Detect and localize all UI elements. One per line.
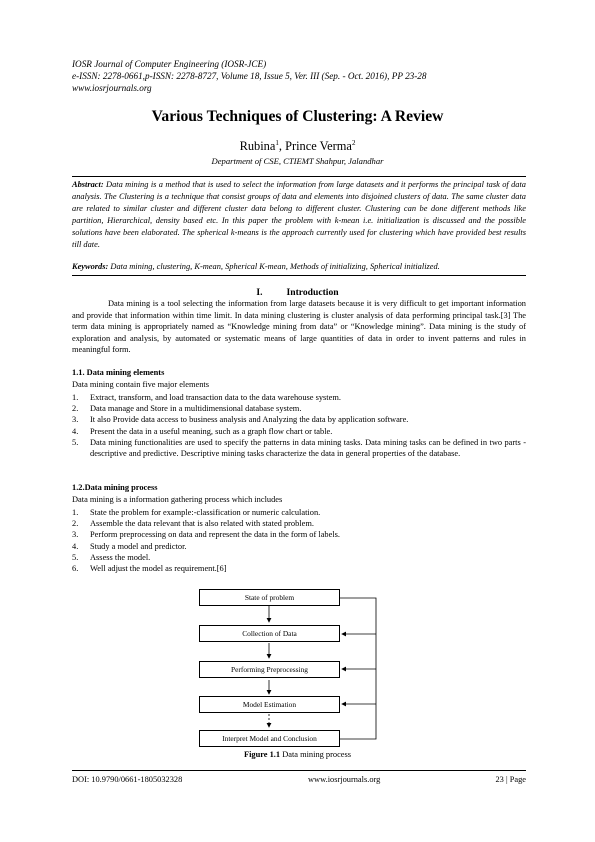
list-item-text: Present the data in a useful meaning, such as a graph flow chart or table. bbox=[90, 426, 333, 436]
list-item bbox=[72, 529, 526, 540]
flow-step-box: Model Estimation bbox=[199, 696, 340, 713]
flow-step-box: Interpret Model and Conclusion bbox=[199, 730, 340, 747]
journal-name: IOSR Journal of Computer Engineering (IOSR-JCE) bbox=[72, 59, 267, 69]
paper-title: Various Techniques of Clustering: A Review bbox=[151, 108, 444, 125]
subsection-lead: Data mining is a information gathering process which includes bbox=[72, 495, 283, 504]
abstract-top-rule bbox=[72, 176, 526, 177]
list-item-text: It also Provide data access to business analysis and Analyzing the data by application software. bbox=[90, 415, 409, 425]
list-item-number: 4. bbox=[72, 541, 79, 551]
figure-caption bbox=[0, 750, 595, 759]
flow-step-box: State of problem bbox=[199, 589, 340, 606]
process-list bbox=[72, 507, 526, 574]
intro-paragraph: Data mining is a tool selecting the information from large datasets because it is very difficult to get important information and provide that information within time limit. In data mining clustering is cluster analysis of data performing principal task.[3] The term data mining is appropriately named as “Knowledge mining from data” or “Knowledge mining”. Data mining is the study of exploration and analysis, by automated or systematic means of large quantities of data in order to invent patterns and rules in meaningful form. bbox=[72, 299, 526, 355]
subsection-lead: Data mining contain five major elements bbox=[72, 380, 209, 389]
list-item-number: 1. bbox=[72, 393, 79, 402]
list-item-text: State the problem for example:-classification or numeric calculation. bbox=[90, 508, 321, 517]
author-name: Prince Verma bbox=[285, 139, 352, 154]
list-item bbox=[72, 563, 526, 574]
author-superscript: 2 bbox=[351, 139, 356, 147]
list-item-number: 3. bbox=[72, 415, 79, 425]
list-item bbox=[72, 507, 526, 518]
subsection-heading: 1.2.Data mining process bbox=[72, 483, 158, 492]
list-item bbox=[72, 392, 526, 403]
list-item-text: Study a model and predictor. bbox=[90, 541, 187, 551]
list-item bbox=[72, 437, 526, 459]
author-name: Rubina bbox=[239, 139, 276, 154]
list-item-number: 4. bbox=[72, 426, 79, 436]
footer-website: www.iosrjournals.org bbox=[308, 775, 381, 784]
elements-list bbox=[72, 392, 526, 459]
abstract-bottom-rule bbox=[72, 275, 526, 276]
subsection-heading: 1.1. Data mining elements bbox=[72, 368, 165, 377]
author-superscript: 1 bbox=[275, 139, 279, 147]
keywords-text: Data mining, clustering, K-mean, Spherical K-mean, Methods of initializing, Spherical initialized. bbox=[110, 262, 440, 271]
flow-step-box: Performing Preprocessing bbox=[199, 661, 340, 678]
list-item-text: Assess the model. bbox=[90, 552, 151, 562]
section-number: I. bbox=[256, 287, 263, 298]
list-item-text: Data mining functionalities are used to specify the patterns in data mining tasks. Data mining tasks can be defined in two parts -descriptive and predictive. Descriptive mining tasks characterize the data in general properties of the database. bbox=[90, 437, 526, 459]
list-item-text: Extract, transform, and load transaction data to the data warehouse system. bbox=[90, 393, 341, 402]
list-item-number: 5. bbox=[72, 552, 79, 562]
list-item-number: 3. bbox=[72, 530, 79, 540]
caption-text: Data mining process bbox=[280, 750, 352, 759]
list-item bbox=[72, 426, 526, 437]
list-item-text: Data manage and Store in a multidimensional database system. bbox=[90, 404, 302, 414]
footer-doi: DOI: 10.9790/0661-1805032328 bbox=[72, 775, 183, 784]
authors bbox=[0, 139, 595, 154]
abstract-text: Data mining is a method that is used to select the information from large datasets and it performs the principal task of data analysis. The Clustering is a technique that consist groups of data and elements into disjoined clusters of data. The same cluster data are related to similar cluster and different cluster data belong to different cluster. Clustering can be done different methods like partition, Hierarchical, density based etc. In this paper the problem with k-mean i.e. initialization is discussed and the possible solutions have been elaborated. The spherical k-means is the approach currently used for clustering which have provided best results till date. bbox=[72, 180, 526, 249]
footer-rule bbox=[72, 770, 526, 771]
list-item-number: 5. bbox=[72, 437, 79, 447]
list-item-number: 2. bbox=[72, 404, 79, 414]
list-item-number: 1. bbox=[72, 508, 79, 517]
journal-issn: e-ISSN: 2278-0661,p-ISSN: 2278-8727, Volume 18, Issue 5, Ver. III (Sep. - Oct. 2016), PP 23-28 bbox=[72, 71, 427, 81]
abstract-label: Abstract: bbox=[72, 180, 104, 189]
list-item bbox=[72, 403, 526, 414]
footer-page: 23 | Page bbox=[495, 775, 526, 784]
journal-website: www.iosrjournals.org bbox=[72, 83, 152, 93]
list-item bbox=[72, 552, 526, 563]
keywords-label: Keywords: bbox=[72, 262, 109, 271]
list-item-text: Perform preprocessing on data and represent the data in the form of labels. bbox=[90, 530, 340, 540]
author-separator: , bbox=[278, 139, 286, 154]
flow-step-box: Collection of Data bbox=[199, 625, 340, 642]
affiliation: Department of CSE, CTIEMT Shahpur, Jalandhar bbox=[211, 156, 384, 166]
section-title: Introduction bbox=[286, 287, 339, 298]
list-item bbox=[72, 518, 526, 529]
keywords bbox=[72, 261, 526, 273]
list-item-number: 2. bbox=[72, 519, 79, 529]
list-item bbox=[72, 541, 526, 552]
section-heading bbox=[0, 287, 595, 298]
list-item-text: Assemble the data relevant that is also related with stated problem. bbox=[90, 519, 314, 529]
list-item bbox=[72, 414, 526, 425]
feedback-loop bbox=[340, 598, 376, 739]
list-item-text: Well adjust the model as requirement.[6] bbox=[90, 564, 227, 574]
abstract bbox=[72, 179, 526, 251]
list-item-number: 6. bbox=[72, 564, 79, 574]
caption-label: Figure 1.1 bbox=[243, 750, 281, 759]
